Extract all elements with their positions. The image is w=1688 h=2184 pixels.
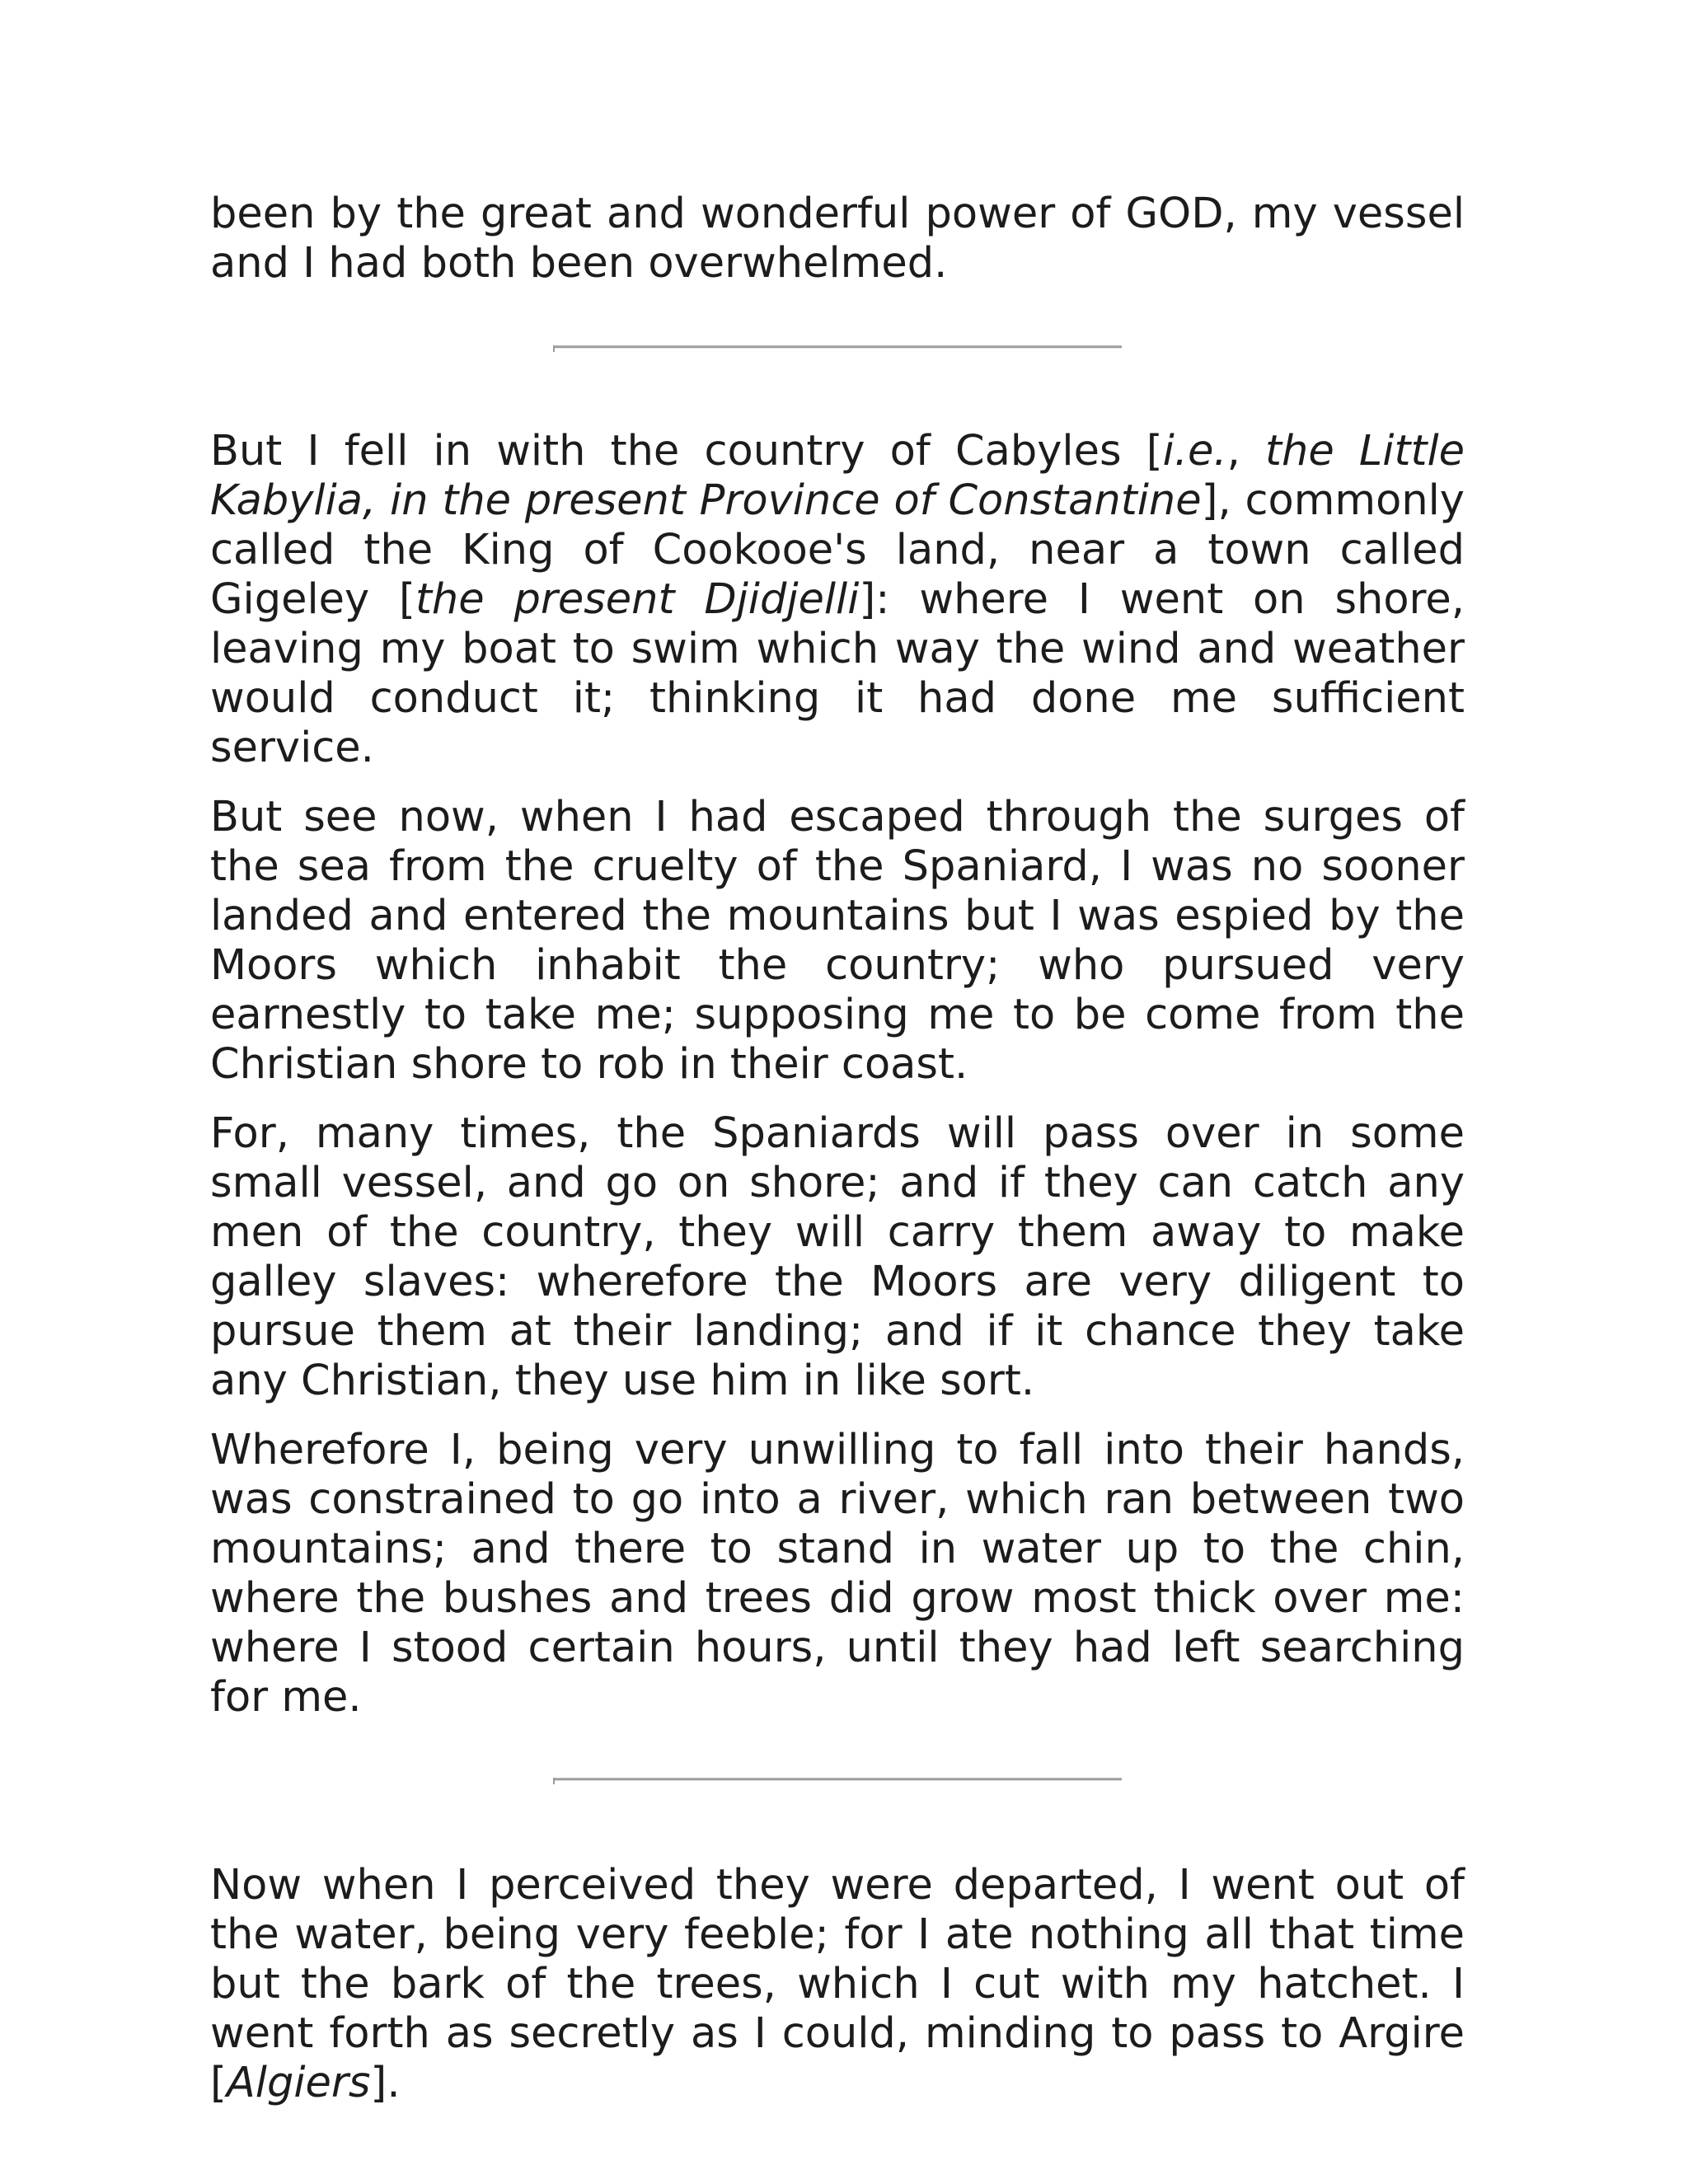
paragraph-text: ], commonly called the King of Cookooe's land, near a town called Gigeley [ [210,476,1465,624]
paragraph-text: ]. [370,2059,401,2107]
paragraph-3 [210,793,1465,1090]
paragraph-1 [210,190,1465,288]
paragraph-text: But I fell in with the country of Cabyles [ [210,427,1163,476]
section-divider [553,1778,1122,1780]
paragraph-text: For, many times, the Spaniards will pass over in some small vessel, and go on shore; and if they can catch any men of the country, they will carry them away to make galley slaves: wherefore the Moors are very diligent to pursue them at their landing; and if it chance they take any Christian, they use him in like sort. [210,1109,1465,1405]
document-page [210,190,1465,2128]
paragraph-6 [210,1861,1465,2108]
paragraph-4 [210,1109,1465,1406]
paragraph-5 [210,1426,1465,1722]
paragraph-text: But see now, when I had escaped through the surges of the sea from the cruelty of the Spaniard, I was no sooner landed and entered the mountains but I was espied by the Moors which inhabit the country; who pursued very earnestly to take me; supposing me to be come from the Christian shore to rob in their coast. [210,793,1465,1089]
paragraph-text: Wherefore I, being very unwilling to fall into their hands, was constrained to go into a river, which ran between two mountains; and there to stand in water up to the chin, where the bushes and trees did grow most thick over me: where I stood certain hours, until they had left searching for me. [210,1426,1465,1722]
paragraph-text: been by the great and wonderful power of GOD, my vessel and I had both been overwhelmed. [210,190,1465,288]
editorial-note: the Little Kabylia, in the present Province of Constantine [210,427,1465,525]
editorial-note: i.e. [1162,427,1227,476]
paragraph-text: Now when I perceived they were departed, I went out of the water, being very feeble; for I ate nothing all that time but the bark of the trees, which I cut with my hatchet. I went forth as secretly as I could, minding to pass to Argire [ [210,1861,1465,2107]
editorial-note: Algiers [226,2059,371,2107]
paragraph-text: ]: where I went on shore, leaving my boat to swim which way the wind and weather would conduct it; thinking it had done me sufficient service. [210,575,1465,772]
section-divider [553,345,1122,348]
editorial-note: the present Djidjelli [415,575,860,624]
paragraph-2 [210,427,1465,773]
paragraph-text: , [1226,427,1265,476]
